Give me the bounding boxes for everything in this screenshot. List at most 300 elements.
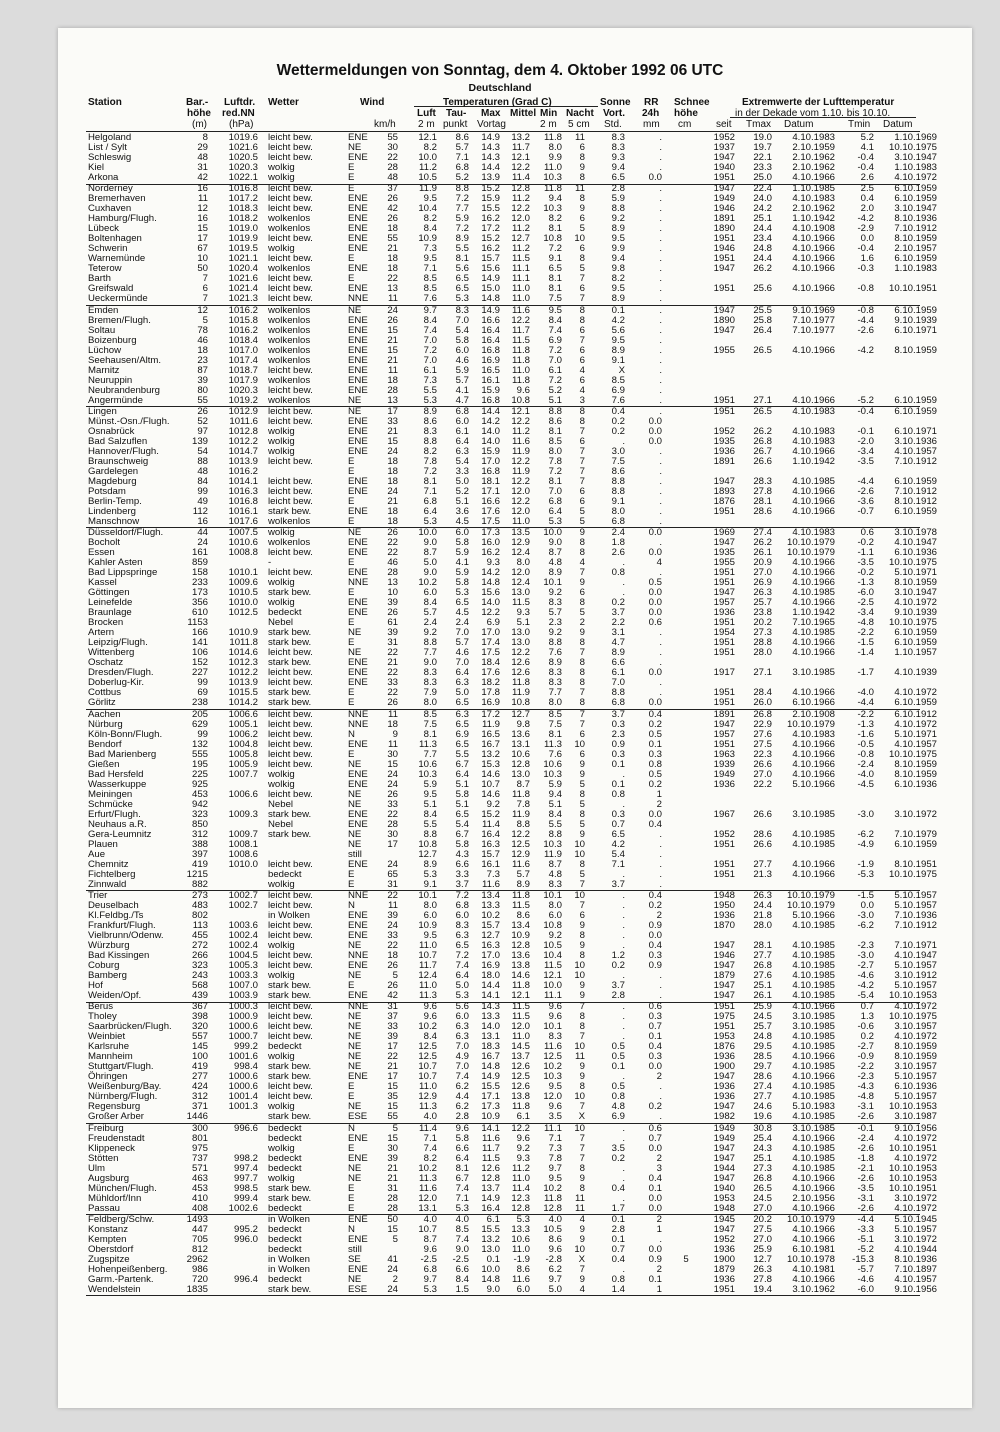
since-year-cell: 1982 xyxy=(713,1111,735,1123)
station-name-cell: Garm.-Partenk. xyxy=(88,1273,154,1285)
tmax-date-cell: 4.10.1966 xyxy=(792,647,835,659)
since-year-cell: 1947 xyxy=(713,1223,735,1235)
tmax-cell: 27.5 xyxy=(753,738,772,750)
min-temp-cell: 4.8 xyxy=(548,868,562,880)
weather-cell: leicht bew. xyxy=(268,1081,313,1093)
wind-speed-cell: 26 xyxy=(387,980,398,992)
barometer-height-cell: 112 xyxy=(192,505,208,517)
air-temp-cell: 5.3 xyxy=(423,1283,437,1295)
tmin-cell: -2.7 xyxy=(857,1041,874,1053)
night-temp-cell: 9 xyxy=(579,940,585,951)
barometer-height-cell: 16 xyxy=(197,183,208,195)
dew-point-cell: 6.0 xyxy=(455,527,469,539)
max-temp-cell: 16.5 xyxy=(481,728,500,740)
precipitation-cell: 0.4 xyxy=(648,1172,662,1184)
precipitation-cell: . xyxy=(659,384,662,396)
since-year-cell: 1951 xyxy=(713,647,735,659)
station-name-cell: Weißenburg/Bay. xyxy=(88,1081,162,1093)
dew-point-cell: 8.9 xyxy=(455,233,469,245)
max-temp-cell: 14.4 xyxy=(481,162,500,174)
tmax-cell: 28.0 xyxy=(753,647,772,659)
min-temp-cell: 7.8 xyxy=(548,455,562,467)
max-temp-cell: 14.9 xyxy=(481,1071,500,1083)
tmax-date-cell: 2.10.1959 xyxy=(792,142,835,153)
night-temp-cell: 5 xyxy=(579,223,585,235)
precipitation-cell: . xyxy=(659,344,662,356)
since-year-cell: 1951 xyxy=(713,577,735,589)
pressure-cell: 1007.5 xyxy=(228,527,258,539)
min-temp-cell: 7.0 xyxy=(548,354,562,366)
weather-cell: stark bew. xyxy=(268,1182,312,1194)
tmax-cell: 25.0 xyxy=(753,172,772,184)
tmax-cell: 26.3 xyxy=(753,889,772,901)
station-name-cell: Kahler Asten xyxy=(88,557,143,569)
barometer-height-cell: 42 xyxy=(197,172,208,184)
wind-speed-cell: 30 xyxy=(387,748,398,760)
station-name-cell: Braunschweig xyxy=(88,455,149,467)
since-year-cell: 1952 xyxy=(713,132,735,143)
wind-speed-cell: 31 xyxy=(387,1001,398,1013)
wind-direction-cell: NE xyxy=(348,394,362,406)
dew-point-cell: 5.2 xyxy=(455,172,469,184)
sunshine-cell: 0.2 xyxy=(611,597,625,609)
sunshine-cell: 3.0 xyxy=(611,445,625,457)
wind-direction-cell: ENE xyxy=(348,364,368,376)
tmin-date-cell: 7.10.1912 xyxy=(894,223,937,235)
header-max-b: Vortag xyxy=(477,119,506,130)
tmax-date-cell: 4.10.1985 xyxy=(792,838,835,850)
precipitation-cell: . xyxy=(659,243,662,255)
wind-direction-cell: still xyxy=(348,848,362,860)
tmin-date-cell: 5.10.1957 xyxy=(894,899,937,911)
air-temp-cell: 10.7 xyxy=(418,950,437,961)
dew-point-cell: 4.1 xyxy=(455,557,469,569)
station-name-cell: Gießen xyxy=(88,758,120,770)
since-year-cell: 1936 xyxy=(713,445,735,457)
mean-temp-cell: 7.8 xyxy=(516,798,530,810)
air-temp-cell: 11.0 xyxy=(419,1081,437,1093)
station-name-cell: Warnemünde xyxy=(88,253,146,265)
tmin-date-cell: 4.10.1972 xyxy=(894,597,937,609)
min-temp-cell: 9.6 xyxy=(548,1243,562,1255)
barometer-height-cell: 99 xyxy=(197,485,208,497)
precipitation-cell: 0.1 xyxy=(648,1182,662,1194)
pressure-cell: 1014.7 xyxy=(228,445,258,457)
station-name-cell: Bocholt xyxy=(88,537,120,549)
sunshine-cell: 0.2 xyxy=(611,415,625,427)
pressure-cell: 1010.0 xyxy=(228,597,258,609)
dew-point-cell: 1.5 xyxy=(455,1283,469,1295)
dew-point-cell: 4.1 xyxy=(455,384,469,396)
night-temp-cell: 9 xyxy=(579,1223,585,1235)
mean-temp-cell: 8.8 xyxy=(516,818,530,830)
tmin-cell: -1.7 xyxy=(857,667,874,679)
max-temp-cell: 10.9 xyxy=(481,1111,500,1123)
tmin-date-cell: 8.10.1959 xyxy=(894,344,937,356)
night-temp-cell: 5 xyxy=(579,607,585,619)
night-temp-cell: 8 xyxy=(579,1162,585,1174)
tmin-cell: -0.2 xyxy=(857,537,874,549)
tmax-date-cell: 1.10.1942 xyxy=(792,607,835,619)
since-year-cell: 1936 xyxy=(713,778,735,790)
air-temp-cell: 6.0 xyxy=(423,587,437,599)
table-row xyxy=(0,1215,1000,1225)
station-name-cell: Ulm xyxy=(88,1162,106,1174)
wind-direction-cell: ESE xyxy=(348,1111,368,1123)
weather-cell: leicht bew. xyxy=(268,929,313,941)
min-temp-cell: 7.5 xyxy=(548,718,562,730)
wind-direction-cell: NNE xyxy=(348,718,369,730)
precipitation-cell: 2 xyxy=(656,798,662,810)
air-temp-cell: 12.9 xyxy=(418,1091,437,1103)
tmax-cell: 27.6 xyxy=(753,970,772,982)
air-temp-cell: 6.4 xyxy=(423,505,437,517)
wind-direction-cell: NE xyxy=(348,627,362,639)
dew-point-cell: -2.5 xyxy=(452,1253,469,1265)
night-temp-cell: 8 xyxy=(579,950,585,961)
wind-direction-cell: ENE xyxy=(348,223,368,235)
wind-speed-cell: 26 xyxy=(387,527,398,539)
wind-speed-cell: 22 xyxy=(387,537,398,549)
max-temp-cell: 18.0 xyxy=(481,970,500,982)
tmin-cell: -0.4 xyxy=(857,243,874,255)
weather-cell: wolkig xyxy=(268,162,295,174)
pressure-cell: 999.2 xyxy=(233,1041,258,1053)
tmax-date-cell: 4.10.1966 xyxy=(792,1233,835,1245)
barometer-height-cell: 942 xyxy=(191,798,208,810)
tmin-cell: -4.8 xyxy=(857,1091,874,1103)
wind-speed-cell: 30 xyxy=(387,142,398,153)
sunshine-cell: 9.8 xyxy=(611,263,625,275)
air-temp-cell: 5.9 xyxy=(423,778,437,790)
night-temp-cell: 7 xyxy=(579,465,585,477)
max-temp-cell: 15.3 xyxy=(481,758,500,770)
tmax-cell: 20.2 xyxy=(753,617,772,629)
tmax-cell: 26.2 xyxy=(753,537,772,549)
sunshine-cell: 3.7 xyxy=(611,878,625,890)
wind-direction-cell: N xyxy=(348,728,355,740)
barometer-height-cell: 132 xyxy=(191,738,208,750)
tmin-cell: -3.5 xyxy=(857,1182,874,1194)
sunshine-cell: 6.6 xyxy=(611,657,625,669)
precipitation-cell: 0.5 xyxy=(648,577,662,589)
max-temp-cell: 14.8 xyxy=(481,1273,500,1285)
min-temp-cell: 10.1 xyxy=(543,1021,562,1033)
tmax-date-cell: 4.10.1985 xyxy=(792,1152,835,1164)
weather-cell: Nebel xyxy=(268,818,294,830)
wind-speed-cell: 15 xyxy=(387,344,398,356)
since-year-cell: 1940 xyxy=(713,162,735,174)
tmax-cell: 26.5 xyxy=(753,1182,772,1194)
wind-direction-cell: E xyxy=(348,162,355,174)
since-year-cell: 1944 xyxy=(713,1162,735,1174)
weather-cell: leicht bew. xyxy=(268,233,313,245)
max-temp-cell: 13.9 xyxy=(481,172,500,184)
mean-temp-cell: 5.1 xyxy=(516,617,530,629)
station-name-cell: Tholey xyxy=(88,1011,117,1023)
barometer-height-cell: 312 xyxy=(191,1091,208,1103)
dew-point-cell: 7.4 xyxy=(455,960,469,972)
precipitation-cell: 2 xyxy=(656,909,662,921)
night-temp-cell: 9 xyxy=(579,1233,585,1245)
weather-cell: leicht bew. xyxy=(268,708,313,720)
table-row xyxy=(0,153,1000,163)
precipitation-cell: 4 xyxy=(656,557,662,569)
document-subtitle: Deutschland xyxy=(468,82,532,94)
air-temp-cell: 9.7 xyxy=(423,304,437,316)
air-temp-cell: 10.3 xyxy=(418,768,437,780)
air-temp-cell: 8.2 xyxy=(423,445,437,457)
pressure-cell: 1005.1 xyxy=(228,718,258,730)
sunshine-cell: 2.8 xyxy=(611,990,625,1002)
sunshine-cell: 0.2 xyxy=(611,425,625,437)
tmin-cell: -4.0 xyxy=(857,768,874,780)
air-temp-cell: 9.1 xyxy=(423,878,437,890)
tmin-cell: -5.1 xyxy=(857,1233,874,1245)
wind-direction-cell: ENE xyxy=(348,435,368,447)
weather-cell: leicht bew. xyxy=(268,273,313,285)
precipitation-cell: . xyxy=(659,647,662,659)
table-row xyxy=(0,840,1000,850)
since-year-cell: 1947 xyxy=(713,587,735,599)
tmin-cell: -0.4 xyxy=(857,152,874,164)
max-temp-cell: 6.9 xyxy=(486,617,500,629)
air-temp-cell: 10.9 xyxy=(418,233,437,245)
station-name-cell: Nürburg xyxy=(88,718,123,730)
air-temp-cell: 12.4 xyxy=(418,970,437,982)
dew-point-cell: 6.3 xyxy=(455,708,469,720)
tmax-cell: 26.6 xyxy=(753,808,772,820)
sunshine-cell: 8.3 xyxy=(611,132,625,143)
sunshine-cell: 8.8 xyxy=(611,203,625,215)
barometer-height-cell: 610 xyxy=(191,607,208,619)
station-name-cell: Angermünde xyxy=(88,394,143,406)
max-temp-cell: 16.8 xyxy=(481,344,500,356)
table-row xyxy=(0,830,1000,840)
pressure-cell: 1019.6 xyxy=(228,132,258,143)
pressure-cell: 1000.6 xyxy=(228,1021,258,1033)
night-temp-cell: 8 xyxy=(579,1011,585,1023)
tmin-cell: -6.0 xyxy=(857,1283,874,1295)
precipitation-cell: 2 xyxy=(656,1152,662,1164)
mean-temp-cell: 11.8 xyxy=(512,788,530,800)
tmin-cell: 2.6 xyxy=(860,172,874,184)
since-year-cell: 1891 xyxy=(713,708,735,720)
min-temp-cell: 10.3 xyxy=(543,172,562,184)
min-temp-cell: 2.3 xyxy=(548,617,562,629)
station-name-cell: Cottbus xyxy=(88,687,122,699)
table-row xyxy=(0,710,1000,720)
station-name-cell: List / Sylt xyxy=(88,142,127,153)
table-row xyxy=(0,386,1000,396)
precipitation-cell: 0.3 xyxy=(648,1051,662,1063)
tmax-cell: 22.3 xyxy=(753,748,772,760)
tmax-date-cell: 4.10.1966 xyxy=(792,445,835,457)
table-row xyxy=(0,1154,1000,1164)
night-temp-cell: 8 xyxy=(579,172,585,184)
wind-direction-cell: NE xyxy=(348,1162,362,1174)
air-temp-cell: 7.9 xyxy=(423,687,437,699)
tmax-cell: 24.4 xyxy=(753,223,772,235)
precipitation-cell: 0.0 xyxy=(648,1061,662,1073)
tmin-cell: -6.2 xyxy=(857,919,874,931)
station-name-cell: Hohenpeißenberg. xyxy=(88,1263,168,1275)
barometer-height-cell: 69 xyxy=(197,687,208,699)
max-temp-cell: 15.7 xyxy=(481,848,500,860)
precipitation-cell: . xyxy=(659,374,662,386)
wind-speed-cell: 15 xyxy=(387,1223,398,1235)
barometer-height-cell: 850 xyxy=(191,818,208,830)
pressure-cell: 1015.5 xyxy=(228,687,258,699)
sunshine-cell: 9.3 xyxy=(611,152,625,164)
max-temp-cell: 16.8 xyxy=(481,465,500,477)
min-temp-cell: 9.6 xyxy=(548,1101,562,1113)
max-temp-cell: 16.6 xyxy=(481,314,500,326)
tmax-date-cell: 4.10.1966 xyxy=(792,768,835,780)
pressure-cell: 1017.6 xyxy=(228,515,258,527)
header-nacht-a: Nacht xyxy=(566,108,594,119)
tmax-cell: 27.8 xyxy=(753,1273,772,1285)
dew-point-cell: 6.6 xyxy=(455,1142,469,1154)
precipitation-cell: 0.0 xyxy=(648,1142,662,1154)
night-temp-cell: 8 xyxy=(579,858,585,870)
dew-point-cell: 6.5 xyxy=(455,597,469,609)
air-temp-cell: 8.8 xyxy=(423,435,437,447)
precipitation-cell: 0.0 xyxy=(648,172,662,184)
tmax-date-cell: 10.10.1979 xyxy=(786,718,835,730)
tmax-date-cell: 4.10.1966 xyxy=(792,344,835,356)
station-name-cell: Teterow xyxy=(88,263,122,275)
mean-temp-cell: 11.2 xyxy=(512,1162,530,1174)
max-temp-cell: 14.0 xyxy=(481,597,500,609)
night-temp-cell: 10 xyxy=(574,233,585,245)
pressure-cell: 1016.2 xyxy=(228,465,258,477)
tmax-date-cell: 10.10.1979 xyxy=(786,1213,835,1225)
mean-temp-cell: 12.8 xyxy=(511,1202,530,1214)
air-temp-cell: 8.4 xyxy=(423,597,437,609)
air-temp-cell: 8.0 xyxy=(423,899,437,911)
night-temp-cell: 11 xyxy=(575,1202,585,1214)
wind-speed-cell: 55 xyxy=(387,132,398,143)
tmin-cell: -3.1 xyxy=(857,1192,874,1204)
sunshine-cell: 8.2 xyxy=(611,273,625,285)
table-row xyxy=(0,356,1000,366)
night-temp-cell: 4 xyxy=(579,557,585,569)
sunshine-cell: 8.5 xyxy=(611,374,625,386)
wind-direction-cell: E xyxy=(348,980,355,992)
precipitation-cell: . xyxy=(659,485,662,497)
wind-speed-cell: 33 xyxy=(387,929,398,941)
wind-speed-cell: 22 xyxy=(387,152,398,164)
pressure-cell: 1017.9 xyxy=(228,374,258,386)
air-temp-cell: 9.5 xyxy=(423,788,437,800)
mean-temp-cell: 12.4 xyxy=(511,577,530,589)
pressure-cell: 1005.3 xyxy=(228,960,258,972)
since-year-cell: 1947 xyxy=(713,537,735,549)
since-year-cell: 1952 xyxy=(713,828,735,840)
tmax-date-cell: 2.10.1962 xyxy=(792,203,835,215)
tmin-cell: -3.1 xyxy=(857,1101,874,1113)
max-temp-cell: 14.3 xyxy=(481,1001,500,1013)
precipitation-cell: . xyxy=(659,293,662,305)
dew-point-cell: 6.5 xyxy=(455,273,469,285)
precipitation-cell: . xyxy=(659,858,662,870)
sunshine-cell: 2.3 xyxy=(611,728,625,740)
min-temp-cell: 7.7 xyxy=(548,687,562,699)
min-temp-cell: 8.4 xyxy=(548,808,562,820)
weather-cell: wolkig xyxy=(268,768,295,780)
tmax-cell: 26.1 xyxy=(753,547,772,559)
air-temp-cell: 2.4 xyxy=(423,617,437,629)
wind-direction-cell: E xyxy=(348,253,355,265)
barometer-height-cell: 97 xyxy=(197,425,208,437)
min-temp-cell: 8.7 xyxy=(548,858,562,870)
mean-temp-cell: 13.6 xyxy=(511,728,530,740)
header-datum-1: Datum xyxy=(784,119,814,130)
header-nacht-b: 5 cm xyxy=(568,119,590,130)
wind-speed-cell: 18 xyxy=(387,263,398,275)
wind-speed-cell: 18 xyxy=(387,465,398,477)
air-temp-cell: 10.6 xyxy=(418,758,437,770)
night-temp-cell: 9 xyxy=(579,758,585,770)
dew-point-cell: 6.5 xyxy=(455,808,469,820)
tmax-cell: 26.2 xyxy=(753,425,772,437)
wind-direction-cell: NE xyxy=(348,142,362,153)
wind-direction-cell: ENE xyxy=(348,374,368,386)
tmin-cell: -2.7 xyxy=(857,960,874,972)
tmin-cell: -4.6 xyxy=(857,970,874,982)
max-temp-cell: 9.0 xyxy=(486,1283,500,1295)
air-temp-cell: 12.0 xyxy=(418,1192,437,1204)
mean-temp-cell: 14.5 xyxy=(511,1041,530,1053)
tmin-date-cell: 3.10.1978 xyxy=(894,527,937,539)
precipitation-cell: 0.6 xyxy=(648,617,662,629)
barometer-height-cell: 100 xyxy=(191,1051,208,1063)
pressure-cell: 1009.6 xyxy=(228,577,258,589)
sunshine-cell: . xyxy=(622,1192,625,1204)
night-temp-cell: 8 xyxy=(579,253,585,265)
sunshine-cell: . xyxy=(622,1162,625,1174)
wind-direction-cell: E xyxy=(348,1081,355,1093)
air-temp-cell: 8.1 xyxy=(423,475,437,487)
table-row xyxy=(0,668,1000,678)
table-row xyxy=(0,214,1000,224)
pressure-cell: 1011.8 xyxy=(229,637,258,649)
wind-direction-cell: E xyxy=(348,868,355,880)
tmin-cell: -3.3 xyxy=(857,1223,874,1235)
weather-cell: leicht bew. xyxy=(268,293,313,305)
max-temp-cell: 15.5 xyxy=(481,1081,500,1093)
barometer-height-cell: 273 xyxy=(191,889,208,901)
sunshine-cell: . xyxy=(622,1011,625,1023)
tmax-date-cell: 4.10.1966 xyxy=(792,577,835,589)
min-temp-cell: 9.1 xyxy=(548,253,562,265)
sunshine-cell: 9.2 xyxy=(611,213,625,225)
tmin-date-cell: 3.10.1972 xyxy=(894,808,937,820)
table-row xyxy=(0,1184,1000,1194)
night-temp-cell: 8 xyxy=(579,415,585,427)
tmax-date-cell: 5.10.1966 xyxy=(792,778,835,790)
station-name-cell: Doberlug-Kir. xyxy=(88,677,144,689)
wind-direction-cell: NE xyxy=(348,1011,362,1023)
barometer-height-cell: 161 xyxy=(191,547,208,559)
station-name-cell: Berlin-Temp. xyxy=(88,495,142,507)
max-temp-cell: 11.9 xyxy=(482,718,500,730)
barometer-height-cell: 1446 xyxy=(186,1111,208,1123)
tmin-date-cell: 10.10.1975 xyxy=(888,142,937,153)
tmin-date-cell: 6.10.1959 xyxy=(894,475,937,487)
mean-temp-cell: 11.1 xyxy=(512,273,530,285)
